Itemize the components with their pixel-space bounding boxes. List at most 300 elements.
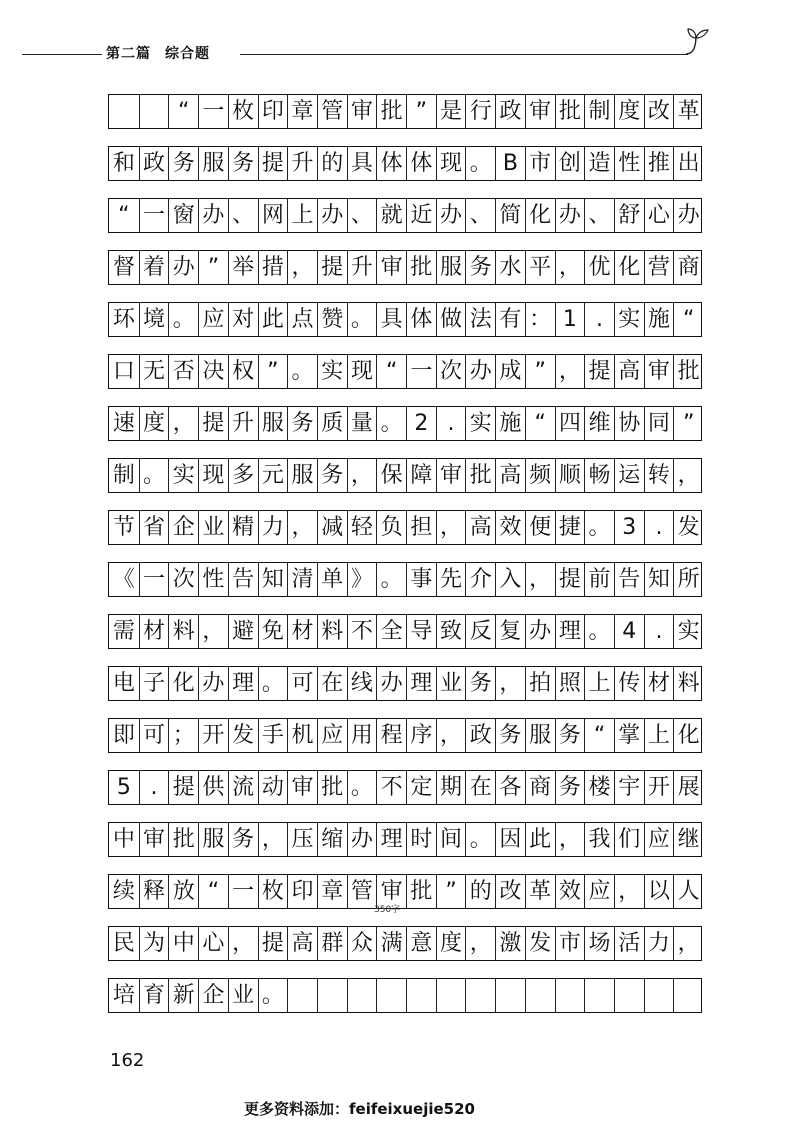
grid-cell: 继 [673, 823, 703, 856]
grid-cell: 是 [436, 95, 466, 128]
grid-cell: 上 [287, 199, 317, 232]
grid-cell: 施 [644, 303, 674, 336]
grid-cell: 转 [644, 459, 674, 492]
grid-cell: 升 [228, 407, 258, 440]
grid-cell: 协 [614, 407, 644, 440]
grid-cell: 创 [555, 147, 585, 180]
grid-cell: 水 [495, 251, 525, 284]
grid-cell: 知 [644, 563, 674, 596]
grid-cell: 。 [376, 407, 406, 440]
grid-cell: “ [376, 355, 406, 388]
grid-cell: ” [673, 407, 703, 440]
grid-cell: 照 [555, 667, 585, 700]
grid-cell: 运 [614, 459, 644, 492]
grid-cell: 全 [376, 615, 406, 648]
grid-cell: 一 [139, 199, 169, 232]
grid-cell: 业 [436, 667, 466, 700]
grid-cell: 、 [228, 199, 258, 232]
grid-cell: ， [673, 459, 703, 492]
grid-cell: ， [614, 875, 644, 908]
grid-cell: 清 [287, 563, 317, 596]
grid-cell: 批 [555, 95, 585, 128]
grid-cell: 发 [228, 719, 258, 752]
grid-cell: 的 [465, 875, 495, 908]
grid-cell: 可 [287, 667, 317, 700]
grid-cell: 3 [614, 511, 644, 544]
footer-note: 更多资料添加：feifeixuejie520 [244, 1100, 475, 1118]
grid-cell: 度 [614, 95, 644, 128]
grid-cell: 的 [317, 147, 347, 180]
essay-answer-grid [108, 94, 702, 1030]
grid-cell: 楼 [584, 771, 614, 804]
grid-cell: 审 [436, 459, 466, 492]
grid-cell: 办 [673, 199, 703, 232]
grid-cell: 上 [584, 667, 614, 700]
grid-cell: 告 [614, 563, 644, 596]
grid-cell: 群 [317, 927, 347, 960]
running-header [106, 43, 224, 63]
grid-cell [376, 979, 406, 1012]
grid-cell: 程 [376, 719, 406, 752]
grid-cell: 、 [347, 199, 377, 232]
grid-row [108, 354, 702, 389]
grid-cell: 《 [112, 566, 135, 592]
grid-cell: 办 [198, 199, 228, 232]
grid-cell: 印 [287, 875, 317, 908]
grid-row [108, 770, 702, 805]
grid-cell: 施 [495, 407, 525, 440]
grid-cell: 育 [139, 979, 169, 1012]
grid-cell: 化 [525, 199, 555, 232]
grid-cell: 化 [168, 667, 198, 700]
grid-cell: ， [436, 511, 466, 544]
grid-cell: 轻 [347, 511, 377, 544]
grid-cell: 实 [465, 407, 495, 440]
grid-cell: 章 [287, 95, 317, 128]
grid-cell [139, 95, 169, 128]
grid-cell: 便 [525, 511, 555, 544]
grid-cell: ， [555, 355, 585, 388]
grid-cell: 流 [228, 771, 258, 804]
grid-cell [436, 979, 466, 1012]
grid-cell: 高 [495, 459, 525, 492]
grid-cell: 现 [436, 147, 466, 180]
grid-cell: 实 [614, 303, 644, 336]
grid-cell: 枚 [258, 875, 288, 908]
grid-cell: 即 [112, 722, 135, 748]
grid-cell: 》 [347, 563, 377, 596]
grid-cell: 材 [139, 615, 169, 648]
grid-cell: 中 [168, 927, 198, 960]
grid-cell: 审 [287, 771, 317, 804]
grid-cell: 有 [495, 303, 525, 336]
grid-cell: 批 [168, 823, 198, 856]
grid-cell: 此 [525, 823, 555, 856]
grid-cell: 办 [525, 615, 555, 648]
grid-cell: 制 [584, 95, 614, 128]
grid-cell: 办 [317, 199, 347, 232]
grid-cell: 政 [139, 147, 169, 180]
grid-cell: 服 [258, 407, 288, 440]
grid-cell: 市 [525, 147, 555, 180]
grid-cell: 赞 [317, 303, 347, 336]
grid-cell: 需 [112, 618, 135, 644]
grid-cell [406, 979, 436, 1012]
grid-cell: 减 [317, 511, 347, 544]
grid-cell: ， [198, 615, 228, 648]
grid-cell: 务 [555, 719, 585, 752]
grid-cell: 效 [495, 511, 525, 544]
grid-cell: 效 [555, 875, 585, 908]
grid-cell: 子 [139, 667, 169, 700]
grid-cell: 理 [228, 667, 258, 700]
grid-cell: 制 [112, 462, 135, 488]
grid-cell: 介 [465, 563, 495, 596]
grid-cell: 免 [258, 615, 288, 648]
grid-cell: 业 [228, 979, 258, 1012]
grid-cell: 办 [376, 667, 406, 700]
grid-cell: 次 [436, 355, 466, 388]
grid-cell: 。 [347, 303, 377, 336]
header-part: 第二篇 [106, 46, 151, 62]
grid-cell [287, 979, 317, 1012]
grid-cell: 期 [436, 771, 466, 804]
grid-cell: 动 [258, 771, 288, 804]
grid-cell: 批 [673, 355, 703, 388]
grid-cell: 维 [584, 407, 614, 440]
grid-cell: 满 [376, 927, 406, 960]
grid-cell: 商 [525, 771, 555, 804]
grid-cell: 做 [436, 303, 466, 336]
grid-cell: 升 [287, 147, 317, 180]
grid-cell: 心 [644, 199, 674, 232]
grid-cell: 料 [673, 667, 703, 700]
grid-cell: 质 [317, 407, 347, 440]
grid-cell: 办 [168, 251, 198, 284]
grid-cell: 改 [644, 95, 674, 128]
grid-cell: 优 [584, 251, 614, 284]
grid-cell: ， [287, 251, 317, 284]
grid-cell: 缩 [317, 823, 347, 856]
grid-cell [555, 979, 585, 1012]
grid-cell: 障 [406, 459, 436, 492]
grid-cell: 反 [465, 615, 495, 648]
grid-cell: 续 [112, 878, 135, 904]
grid-cell: 保 [376, 459, 406, 492]
grid-cell: 4 [614, 615, 644, 648]
grid-cell: 政 [465, 719, 495, 752]
grid-cell: 担 [406, 511, 436, 544]
grid-row [108, 874, 702, 909]
grid-cell: 料 [317, 615, 347, 648]
grid-cell: 拍 [525, 667, 555, 700]
grid-cell: ， [347, 459, 377, 492]
grid-cell: 营 [644, 251, 674, 284]
sprout-icon [682, 26, 718, 58]
grid-cell: 近 [406, 199, 436, 232]
grid-cell: 激 [495, 927, 525, 960]
grid-cell: 枚 [228, 95, 258, 128]
grid-cell: 此 [258, 303, 288, 336]
grid-cell: 用 [347, 719, 377, 752]
grid-cell: 企 [198, 979, 228, 1012]
grid-cell: 推 [644, 147, 674, 180]
grid-cell: 无 [139, 355, 169, 388]
grid-cell: 化 [673, 719, 703, 752]
grid-row [108, 302, 702, 337]
grid-cell: 可 [139, 719, 169, 752]
grid-cell: 掌 [614, 719, 644, 752]
grid-row [108, 614, 702, 649]
grid-cell: 定 [406, 771, 436, 804]
grid-cell: 办 [347, 823, 377, 856]
grid-cell: 我 [584, 823, 614, 856]
grid-cell: ” [436, 875, 466, 908]
grid-cell: ， [673, 927, 703, 960]
grid-cell: 革 [525, 875, 555, 908]
grid-cell: 捷 [555, 511, 585, 544]
grid-cell: 市 [555, 927, 585, 960]
grid-cell: 新 [168, 979, 198, 1012]
grid-cell: 体 [376, 147, 406, 180]
grid-cell: 务 [465, 251, 495, 284]
grid-cell: 一 [228, 875, 258, 908]
grid-cell: 同 [644, 407, 674, 440]
grid-cell: 实 [673, 615, 703, 648]
grid-cell: 批 [317, 771, 347, 804]
grid-cell: 办 [465, 355, 495, 388]
word-count: 350字 [374, 905, 401, 915]
grid-cell: 成 [495, 355, 525, 388]
grid-cell: 高 [287, 927, 317, 960]
grid-cell: 业 [198, 511, 228, 544]
grid-cell: 和 [112, 150, 135, 176]
grid-cell: 窗 [168, 199, 198, 232]
grid-cell: 改 [495, 875, 525, 908]
grid-cell: 办 [555, 199, 585, 232]
grid-cell: 一 [139, 563, 169, 596]
grid-cell: 致 [436, 615, 466, 648]
grid-cell: 商 [673, 251, 703, 284]
grid-cell: 多 [228, 459, 258, 492]
grid-cell: 应 [584, 875, 614, 908]
grid-cell: 实 [317, 355, 347, 388]
grid-cell: 提 [584, 355, 614, 388]
grid-cell: 理 [406, 667, 436, 700]
grid-cell: 不 [376, 771, 406, 804]
grid-cell: ； [168, 719, 198, 752]
grid-cell: 理 [376, 823, 406, 856]
grid-cell: 升 [347, 251, 377, 284]
grid-cell: 具 [376, 303, 406, 336]
grid-cell: . [644, 511, 674, 544]
grid-cell: 境 [139, 303, 169, 336]
grid-cell: 务 [465, 667, 495, 700]
grid-cell: 开 [198, 719, 228, 752]
grid-cell [673, 979, 703, 1012]
grid-cell: 前 [584, 563, 614, 596]
grid-cell: 提 [198, 407, 228, 440]
grid-cell: 。 [347, 771, 377, 804]
grid-cell: 政 [495, 95, 525, 128]
grid-cell: 高 [465, 511, 495, 544]
grid-cell: 宇 [614, 771, 644, 804]
grid-cell: 网 [258, 199, 288, 232]
grid-cell: 入 [495, 563, 525, 596]
grid-cell: 知 [258, 563, 288, 596]
grid-cell: 、 [584, 199, 614, 232]
grid-cell: 办 [436, 199, 466, 232]
grid-cell: 性 [198, 563, 228, 596]
grid-cell: ， [258, 823, 288, 856]
grid-cell: 序 [406, 719, 436, 752]
grid-row [108, 822, 702, 857]
grid-cell: 务 [317, 459, 347, 492]
grid-cell [525, 979, 555, 1012]
grid-cell: 审 [525, 95, 555, 128]
grid-cell: 导 [406, 615, 436, 648]
grid-cell: 服 [198, 823, 228, 856]
grid-row [108, 146, 702, 181]
grid-cell: ， [287, 511, 317, 544]
grid-cell [644, 979, 674, 1012]
grid-row [108, 198, 702, 233]
grid-cell: 提 [555, 563, 585, 596]
grid-row [108, 406, 702, 441]
grid-cell: ， [436, 719, 466, 752]
grid-cell: 出 [673, 147, 703, 180]
grid-cell: 人 [673, 875, 703, 908]
grid-cell: ， [555, 251, 585, 284]
grid-cell: 先 [436, 563, 466, 596]
grid-cell: 务 [495, 719, 525, 752]
grid-cell [317, 979, 347, 1012]
grid-cell: 否 [168, 355, 198, 388]
header-title: 综合题 [165, 46, 210, 62]
grid-cell: 一 [406, 355, 436, 388]
grid-cell: 线 [347, 667, 377, 700]
grid-cell: 革 [673, 95, 703, 128]
grid-cell: 就 [376, 199, 406, 232]
grid-cell: “ [525, 407, 555, 440]
grid-cell: 。 [465, 823, 495, 856]
grid-cell: 具 [347, 147, 377, 180]
grid-cell: 理 [555, 615, 585, 648]
grid-cell: B [495, 147, 525, 180]
grid-cell: 举 [228, 251, 258, 284]
grid-cell: 提 [258, 147, 288, 180]
grid-cell: 现 [198, 459, 228, 492]
grid-cell: 。 [258, 667, 288, 700]
grid-cell: 批 [406, 875, 436, 908]
grid-cell: 提 [317, 251, 347, 284]
grid-row [108, 250, 702, 285]
grid-cell [109, 95, 139, 128]
grid-cell: 力 [644, 927, 674, 960]
grid-cell: 批 [406, 251, 436, 284]
page-number: 162 [110, 1050, 145, 1071]
grid-cell: ： [525, 303, 555, 336]
grid-cell: ， [228, 927, 258, 960]
grid-cell: 平 [525, 251, 555, 284]
grid-cell: “ [673, 303, 703, 336]
grid-cell: 决 [198, 355, 228, 388]
grid-cell: 服 [525, 719, 555, 752]
grid-row [108, 510, 702, 545]
grid-cell: 放 [168, 875, 198, 908]
grid-cell: 量 [347, 407, 377, 440]
grid-cell: 批 [376, 95, 406, 128]
grid-cell: 舒 [614, 199, 644, 232]
grid-cell: 企 [168, 511, 198, 544]
grid-cell: 管 [347, 875, 377, 908]
grid-row [108, 718, 702, 753]
grid-cell: 体 [406, 303, 436, 336]
grid-cell: 四 [555, 407, 585, 440]
grid-cell: 。 [258, 979, 288, 1012]
grid-cell: 应 [198, 303, 228, 336]
grid-cell: 供 [198, 771, 228, 804]
grid-cell: 简 [495, 199, 525, 232]
grid-cell: 发 [673, 511, 703, 544]
grid-cell: 料 [168, 615, 198, 648]
grid-cell: 行 [465, 95, 495, 128]
grid-cell: 对 [228, 303, 258, 336]
grid-cell: 1 [555, 303, 585, 336]
grid-cell: 应 [644, 823, 674, 856]
grid-cell: 服 [287, 459, 317, 492]
grid-cell: 法 [465, 303, 495, 336]
grid-cell: 单 [317, 563, 347, 596]
grid-cell: 审 [139, 823, 169, 856]
grid-cell: 以 [644, 875, 674, 908]
grid-cell: 。 [287, 355, 317, 388]
grid-row [108, 94, 702, 129]
grid-cell: . [644, 615, 674, 648]
grid-cell: 体 [406, 147, 436, 180]
grid-cell: 材 [644, 667, 674, 700]
grid-cell: 为 [139, 927, 169, 960]
grid-cell: 众 [347, 927, 377, 960]
grid-cell: 务 [228, 147, 258, 180]
grid-cell: 务 [555, 771, 585, 804]
grid-cell: 意 [406, 927, 436, 960]
grid-cell: 。 [139, 459, 169, 492]
grid-cell: . [139, 771, 169, 804]
grid-cell: 展 [673, 771, 703, 804]
grid-cell: . [584, 303, 614, 336]
grid-cell: 心 [198, 927, 228, 960]
grid-cell: 顺 [555, 459, 585, 492]
grid-cell: 时 [406, 823, 436, 856]
grid-cell: 活 [614, 927, 644, 960]
grid-cell: 上 [644, 719, 674, 752]
grid-cell: 在 [317, 667, 347, 700]
grid-cell: 传 [614, 667, 644, 700]
grid-cell: 负 [376, 511, 406, 544]
grid-cell: 中 [112, 826, 135, 852]
grid-cell: 环 [112, 306, 135, 332]
grid-cell: 5 [116, 774, 131, 800]
grid-cell: 发 [525, 927, 555, 960]
grid-cell: 权 [228, 355, 258, 388]
grid-cell [347, 979, 377, 1012]
grid-cell: ， [525, 563, 555, 596]
grid-cell: 培 [112, 982, 135, 1008]
grid-cell: 。 [584, 511, 614, 544]
grid-cell: ， [495, 667, 525, 700]
grid-cell: 高 [614, 355, 644, 388]
